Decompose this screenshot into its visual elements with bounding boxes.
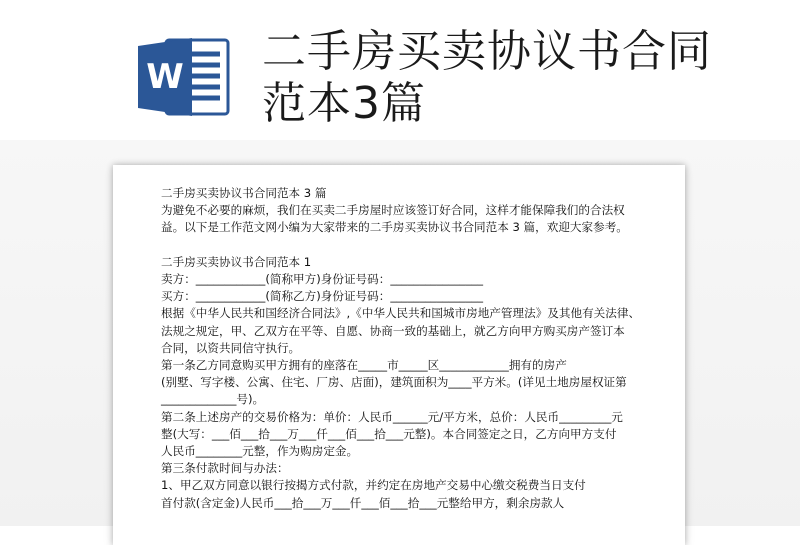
doc-line: 二手房买卖协议书合同范本 3 篇 <box>161 186 327 200</box>
doc-line: 首付款(含定金)人民币___拾___万___仟___佰___拾___元整给甲方，剩余房款人 <box>161 495 565 510</box>
doc-line: 第一条乙方同意购买甲方拥有的座落在_____市_____区____________拥有的房产 <box>161 358 567 373</box>
doc-line: 根据《中华人民共和国经济合同法》,《中华人民共和国城市房地产管理法》及其他有关法律、 <box>161 306 641 321</box>
word-document-icon <box>136 36 232 118</box>
blank-line <box>161 237 661 254</box>
document-body <box>161 185 661 512</box>
doc-line: 第三条付款时间与办法： <box>161 461 289 476</box>
doc-line: 整(大写：___佰___拾___万___仟___佰___拾___元整)。本合同签定之日，乙方向甲方支付 <box>161 426 617 441</box>
doc-line: 为避免不必要的麻烦，我们在买卖二手房屋时应该签订好合同，这样才能保障我们的合法权 <box>161 203 625 218</box>
document-page <box>113 165 685 545</box>
doc-line: _____________号)。 <box>161 392 265 407</box>
doc-line: 卖方：____________(简称甲方)身份证号码：________________ <box>161 272 484 286</box>
svg-text:W: W <box>146 57 184 97</box>
doc-line: 第二条上述房产的交易价格为：单价：人民币______元/平方米，总价：人民币_________元 <box>161 409 623 424</box>
doc-line: 人民币________元整，作为购房定金。 <box>161 444 359 459</box>
page-title: 二手房买卖协议书合同范本3篇 <box>262 26 712 129</box>
doc-line: 1、甲乙双方同意以银行按揭方式付款，并约定在房地产交易中心缴交税费当日支付 <box>161 478 586 493</box>
doc-line: 合同，以资共同信守执行。 <box>161 340 301 355</box>
doc-line: 买方：____________(简称乙方)身份证号码：________________ <box>161 289 484 304</box>
doc-line: 法规之规定，甲、乙双方在平等、自愿、协商一致的基础上，就乙方向甲方购买房产签订本 <box>161 323 625 338</box>
doc-line: (别墅、写字楼、公寓、住宅、厂房、店面)，建筑面积为____平方米。(详见土地房屋权证第 <box>161 375 627 390</box>
doc-line: 二手房买卖协议书合同范本 1 <box>161 254 312 269</box>
doc-line: 益。以下是工作范文网小编为大家带来的二手房买卖协议书合同范本 3 篇，欢迎大家参考。 <box>161 220 628 235</box>
